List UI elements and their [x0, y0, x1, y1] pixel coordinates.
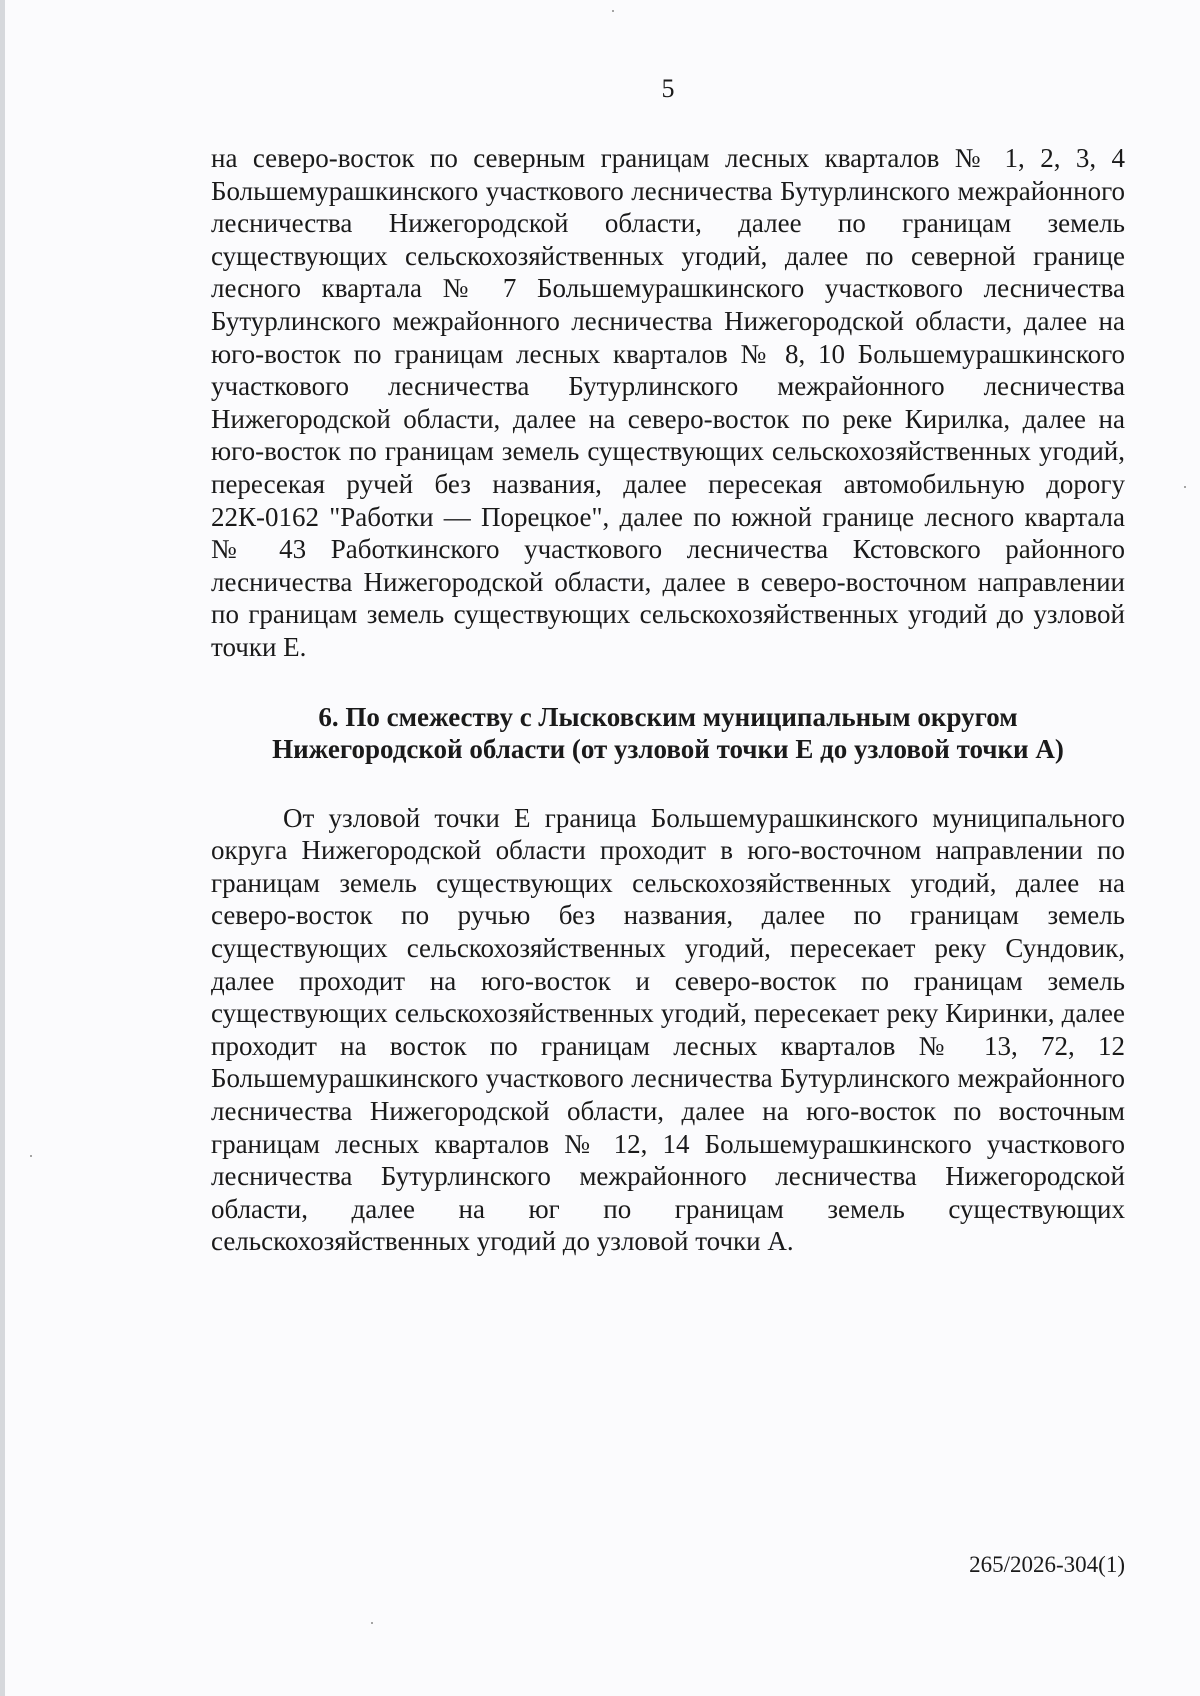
scan-speck [1184, 486, 1186, 488]
section-6-heading-line-2: Нижегородской области (от узловой точки Е до узловой точки А) [272, 734, 1064, 765]
section-6-heading [211, 701, 1125, 766]
scan-speck [371, 1622, 373, 1624]
section-6-heading-line-1: 6. По смежеству с Лысковским муниципальным округом [318, 701, 1018, 732]
scan-speck [612, 10, 614, 12]
scan-speck [30, 1155, 32, 1157]
scan-left-edge [0, 0, 5, 1696]
paragraph-boundary-section-6: От узловой точки Е граница Большемурашкинского муниципального округа Нижегородской области проходит в юго-восточном направлении по границам земель существующих сельскохозяйственных угодий, далее на северо-восток по ручью без названия, далее по границам земель существующих сельскохозяйственных угодий, пересекает реку Сундовик, далее проходит на юго-восток и северо-восток по границам земель существующих сельскохозяйственных угодий, пересекает реку Киринки, далее проходит на восток по границам лесных кварталов № 13, 72, 12 Большемурашкинского участкового лесничества Бутурлинского межрайонного лесничества Нижегородской области, далее на юго-восток по восточным границам лесных кварталов № 12, 14 Большемурашкинского участкового лесничества Бутурлинского межрайонного лесничества Нижегородской области, далее на юг по границам земель существующих сельскохозяйственных угодий до узловой точки А. [211, 802, 1125, 1257]
document-registration-code: 265/2026-304(1) [969, 1552, 1125, 1577]
page-number: 5 [661, 74, 675, 103]
paragraph-boundary-section-5-continuation: на северо-восток по северным границам лесных кварталов № 1, 2, 3, 4 Большемурашкинского участкового лесничества Бутурлинского межрайонного лесничества Нижегородской области, далее по границам земель существующих сельскохозяйственных угодий, далее по северной границе лесного квартала № 7 Большемурашкинского участкового лесничества Бутурлинского межрайонного лесничества Нижегородской области, далее на юго-восток по границам лесных кварталов № 8, 10 Большемурашкинского участкового лесничества Бутурлинского межрайонного лесничества Нижегородской области, далее на северо-восток по реке Кирилка, далее на юго-восток по границам земель существующих сельскохозяйственных угодий, пересекая ручей без названия, далее пересекая автомобильную дорогу 22К-0162 "Работки — Порецкое", далее по южной границе лесного квартала № 43 Работкинского участкового лесничества Кстовского районного лесничества Нижегородской области, далее в северо-восточном направлении по границам земель существующих сельскохозяйственных угодий до узловой точки Е. [211, 143, 1125, 662]
document-body [211, 142, 1125, 1258]
